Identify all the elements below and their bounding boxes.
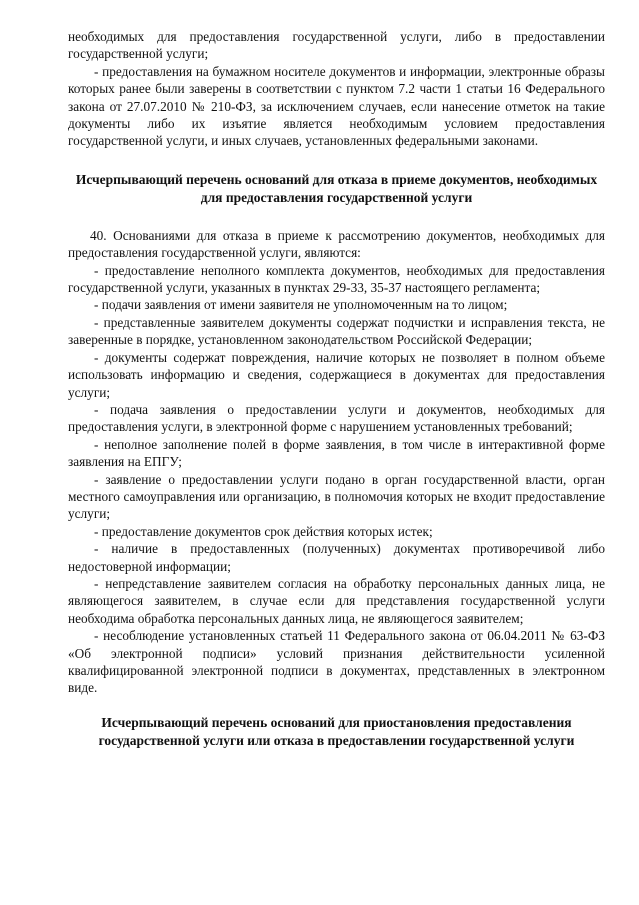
list-item: - предоставления на бумажном носителе документов и информации, электронные образы которых ранее были заверены в соответствии с пунктом 7.2 части 1 статьи 16 Федерального закона от 27.07.2010 № 210-ФЗ, за исключением случаев, если нанесение отметок на такие документы либо их изъятие является необходимым условием предоставления государственной услуги, и иных случаев, установленных федеральными законами. <box>68 63 605 149</box>
section-heading: Исчерпывающий перечень оснований для приостановления предоставления государственной услуги или отказа в предоставлении государственной услуги <box>98 714 575 748</box>
list-item: - подачи заявления от имени заявителя не уполномоченным на то лицом; <box>94 297 508 313</box>
list-item: - заявление о предоставлении услуги подано в орган государственной власти, орган местного самоуправления или организацию, в полномочия которых не входит предоставление услуги; <box>68 471 605 522</box>
list-item: - несоблюдение установленных статьей 11 Федерального закона от 06.04.2011 № 63-ФЗ «Об электронной подписи» условий признания действительности усиленной квалифицированной электронной подписи в документах, представленных в электронном виде. <box>68 628 605 696</box>
list-item: - предоставление неполного комплекта документов, необходимых для предоставления государственной услуги, указанных в пунктах 29-33, 35-37 настоящего регламента; <box>68 262 605 296</box>
list-item: - непредставление заявителем согласия на обработку персональных данных лица, не являющегося заявителем, в случае если для представления государственной услуги необходима обработка персональных данных лица, не являющегося заявителем; <box>68 575 605 626</box>
list-item: - подача заявления о предоставлении услуги и документов, необходимых для предоставления услуги, в электронной форме с нарушением установленных требований; <box>68 401 605 435</box>
list-item: - документы содержат повреждения, наличие которых не позволяет в полном объеме использовать информацию и сведения, содержащиеся в документах для предоставления услуги; <box>68 349 605 400</box>
list-item: - наличие в предоставленных (полученных) документах противоречивой либо недостоверной информации; <box>68 541 605 574</box>
list-item: - представленные заявителем документы содержат подчистки и исправления текста, не заверенные в порядке, установленном законодательством Российской Федерации; <box>68 314 605 348</box>
list-item: - неполное заполнение полей в форме заявления, в том числе в интерактивной форме заявления на ЕПГУ; <box>68 436 605 470</box>
paragraph-40: 40. Основаниями для отказа в приеме к рассмотрению документов, необходимых для предоставления государственной услуги, являются: <box>68 227 605 261</box>
list-item: - предоставление документов срок действия которых истек; <box>94 523 433 539</box>
text-line: необходимых для предоставления государственной услуги, либо в предоставлении государственной услуги; <box>68 29 605 62</box>
section-heading: Исчерпывающий перечень оснований для отказа в приеме документов, необходимых для предоставления государственной услуги <box>75 171 598 205</box>
